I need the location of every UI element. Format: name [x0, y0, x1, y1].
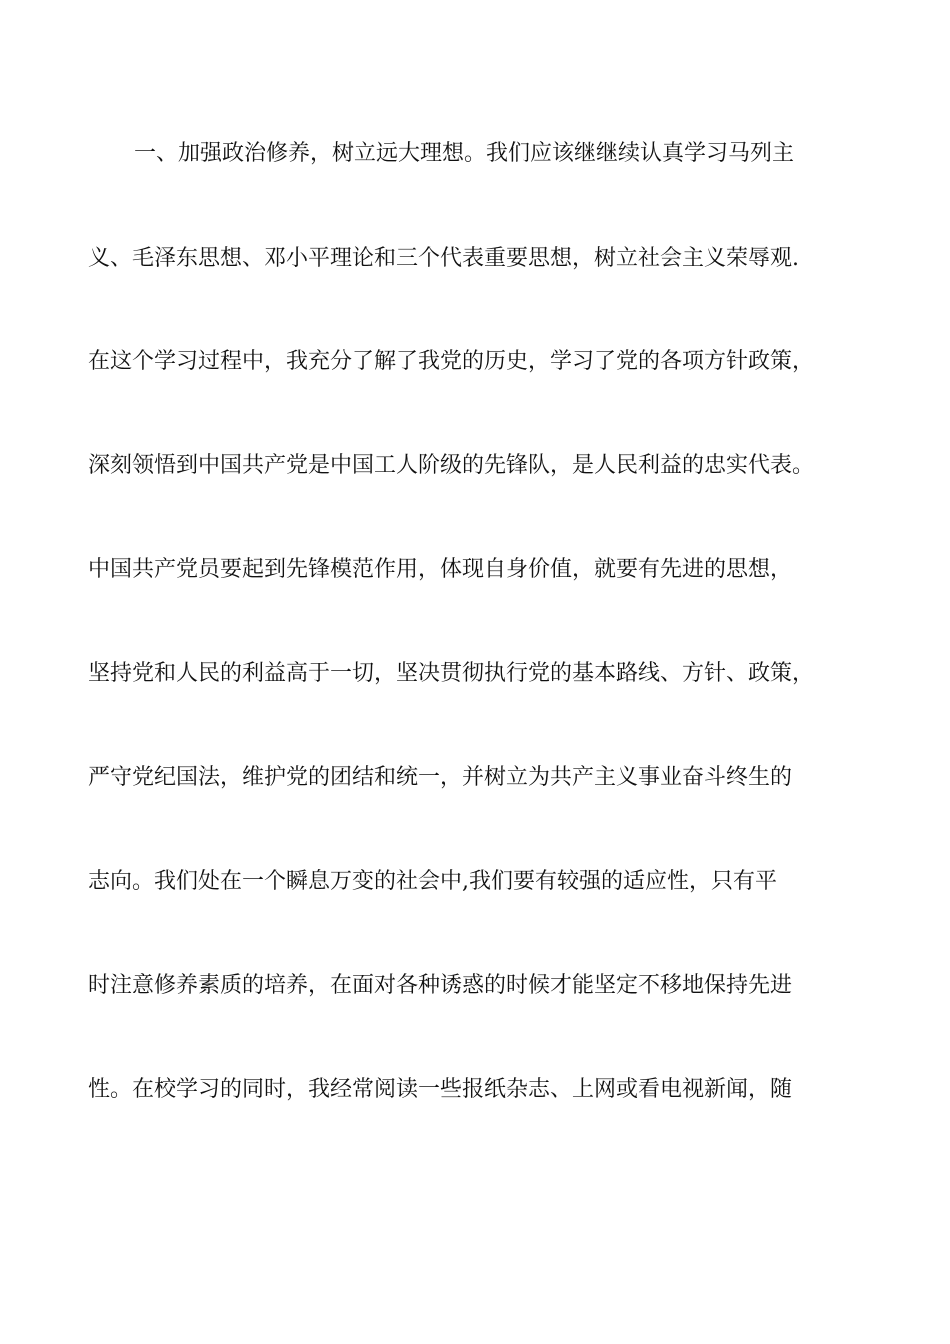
paragraph-line-3: 在这个学习过程中，我充分了解了我党的历史，学习了党的各项方针政策， — [88, 349, 815, 374]
paragraph-line-7: 严守党纪国法，维护党的团结和统一，并树立为共产主义事业奋斗终生的 — [88, 765, 793, 790]
paragraph-line-9: 时注意修养素质的培养，在面对各种诱惑的时候才能坚定不移地保持先进 — [88, 973, 793, 998]
paragraph-line-1: 一、加强政治修养，树立远大理想。我们应该继继续认真学习马列主 — [134, 141, 795, 166]
paragraph-line-2: 义、毛泽东思想、邓小平理论和三个代表重要思想，树立社会主义荣辱观. — [88, 246, 799, 271]
paragraph-line-10: 性。在校学习的同时，我经常阅读一些报纸杂志、上网或看电视新闻，随 — [88, 1077, 793, 1102]
paragraph-line-6: 坚持党和人民的利益高于一切，坚决贯彻执行党的基本路线、方针、政策， — [88, 661, 815, 686]
paragraph-line-5: 中国共产党员要起到先锋模范作用，体现自身价值，就要有先进的思想， — [88, 557, 793, 582]
paragraph-line-4: 深刻领悟到中国共产党是中国工人阶级的先锋队，是人民利益的忠实代表。 — [88, 453, 815, 478]
paragraph-line-8: 志向。我们处在一个瞬息万变的社会中,我们要有较强的适应性，只有平 — [88, 869, 777, 894]
